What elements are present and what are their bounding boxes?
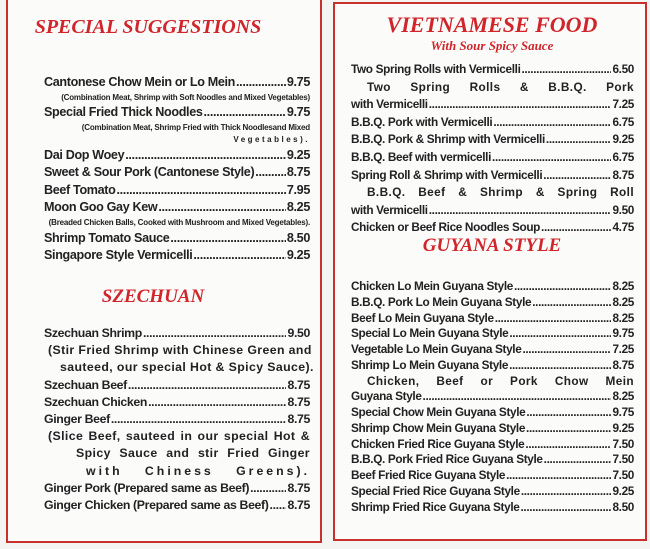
menu-item-row xyxy=(44,104,310,122)
item-price: 4.75 xyxy=(612,220,634,235)
item-name: B.B.Q. Pork & Shrimp with Vermicelli xyxy=(351,132,545,147)
dot-leader xyxy=(495,311,612,327)
item-price: 9.25 xyxy=(612,483,634,498)
item-price: 8.25 xyxy=(612,279,634,293)
szechuan-heading: SZECHUAN xyxy=(101,286,205,307)
menu-item-row xyxy=(44,182,310,200)
item-price: 9.50 xyxy=(612,202,634,217)
item-price: 8.75 xyxy=(287,377,310,392)
item-name: Chicken or Beef Rice Noodles Soup xyxy=(351,220,541,235)
dot-leader xyxy=(236,74,286,92)
dot-leader xyxy=(128,377,287,394)
dot-leader xyxy=(204,104,286,122)
dot-leader xyxy=(525,437,611,453)
dot-leader xyxy=(170,230,285,248)
menu-item-row xyxy=(44,199,310,217)
menu-item-row xyxy=(351,114,634,132)
dot-leader xyxy=(509,358,611,374)
dot-leader xyxy=(429,202,612,220)
item-name: Sweet & Sour Pork (Cantonese Style) xyxy=(44,165,255,180)
menu-item-row xyxy=(351,131,634,149)
dot-leader xyxy=(514,279,611,295)
item-note: (Combination Meat, Shrimp with Soft Noodles and Mixed Vegetables) xyxy=(61,92,310,102)
menu-item-row xyxy=(351,202,634,220)
item-name: Szechuan Shrimp xyxy=(44,326,142,340)
dot-leader xyxy=(522,342,611,358)
item-price: 7.50 xyxy=(612,436,634,451)
item-name: Chicken Fried Rice Guyana Style xyxy=(351,436,525,451)
dot-leader xyxy=(520,500,611,516)
item-name: Beef Lo Mein Guyana Style xyxy=(351,310,494,325)
dot-leader xyxy=(193,247,285,265)
dot-leader xyxy=(493,114,611,132)
item-name: B.B.Q. Beef with vermicelli xyxy=(351,149,492,164)
dot-leader xyxy=(143,325,287,342)
special-suggestions-heading: SPECIAL SUGGESTIONS xyxy=(34,16,262,38)
item-name: Spring Roll & Shrimp with Vermicelli xyxy=(351,167,543,182)
item-name: Special Fried Thick Noodles xyxy=(44,105,203,120)
menu-item-row xyxy=(351,295,634,311)
item-price: 8.75 xyxy=(612,167,634,182)
menu-item-row xyxy=(44,394,310,411)
vietnamese-subheading: With Sour Spicy Sauce xyxy=(430,38,554,53)
dot-leader xyxy=(509,326,611,342)
item-price: 7.25 xyxy=(612,342,634,356)
item-note: (Breaded Chicken Balls, Cooked with Mushroom and Mixed Vegetables). xyxy=(48,218,310,228)
item-name: Ginger Pork (Prepared same as Beef) xyxy=(44,480,250,495)
item-price: 8.25 xyxy=(612,310,634,325)
menu-item-row xyxy=(351,342,634,358)
dot-leader xyxy=(111,411,287,428)
dot-leader xyxy=(492,149,611,167)
item-price: 9.75 xyxy=(286,105,310,120)
menu-item-row xyxy=(351,452,634,468)
item-name-line: Two Spring Rolls & B.B.Q. Pork xyxy=(367,79,634,94)
item-name: Szechuan Chicken xyxy=(44,394,148,409)
item-description: Spicy Sauce and stir Fried Ginger xyxy=(76,446,310,461)
menu-item-row xyxy=(44,497,310,514)
item-name-line: Chicken, Beef or Pork Chow Mein xyxy=(367,373,634,388)
menu-item-row xyxy=(44,480,310,497)
item-name: B.B.Q. Pork Lo Mein Guyana Style xyxy=(351,294,532,309)
item-name: Ginger Chicken (Prepared same as Beef) xyxy=(44,497,269,512)
menu-item-row xyxy=(44,147,310,165)
item-name: Special Lo Mein Guyana Style xyxy=(351,326,509,341)
item-note: Vegetables). xyxy=(233,135,310,145)
item-name-line: B.B.Q. Beef & Shrimp & Spring Roll xyxy=(367,185,634,200)
menu-item-row xyxy=(351,311,634,327)
item-name: Moon Goo Gay Kew xyxy=(44,200,158,215)
menu-item-row xyxy=(351,358,634,374)
item-price: 8.75 xyxy=(612,357,634,372)
item-price: 7.50 xyxy=(612,468,634,482)
dot-leader xyxy=(543,167,611,185)
item-description: with Chiness Greens). xyxy=(86,463,310,478)
special-suggestions-list xyxy=(44,74,310,265)
item-price: 9.25 xyxy=(612,420,634,435)
item-name: Special Chow Mein Guyana Style xyxy=(351,405,526,419)
item-price: 9.75 xyxy=(286,75,310,89)
item-description: sauteed, our special Hot & Spicy Sauce). xyxy=(60,360,314,375)
menu-item-row xyxy=(44,325,310,342)
item-price: 9.75 xyxy=(612,405,634,419)
item-name: with Vermicelli xyxy=(351,97,428,112)
item-name: Shrimp Fried Rice Guyana Style xyxy=(351,499,520,514)
menu-item-row xyxy=(351,167,634,185)
szechuan-list xyxy=(44,325,314,514)
item-name: with Vermicelli xyxy=(351,202,428,217)
item-price: 8.25 xyxy=(286,200,310,215)
menu-item-row xyxy=(351,326,634,342)
dot-leader xyxy=(148,394,286,411)
item-description: (Slice Beef, sauteed in our special Hot & xyxy=(48,429,310,444)
menu-item-row xyxy=(351,96,634,114)
vietnamese-list xyxy=(351,61,634,237)
dot-leader xyxy=(532,295,611,311)
item-name: Beef Tomato xyxy=(44,182,116,197)
item-price: 9.25 xyxy=(612,132,634,147)
menu-item-row xyxy=(44,377,310,394)
dot-leader xyxy=(546,131,612,149)
item-name: Shrimp Tomato Sauce xyxy=(44,230,170,245)
dot-leader xyxy=(521,484,612,500)
menu-item-row xyxy=(351,389,634,405)
item-name: Szechuan Beef xyxy=(44,377,127,392)
dot-leader xyxy=(158,199,286,217)
left-menu-panel xyxy=(6,0,322,543)
item-name: Vegetable Lo Mein Guyana Style xyxy=(351,342,522,356)
dot-leader xyxy=(526,405,611,421)
guyana-heading: GUYANA STYLE xyxy=(422,235,562,256)
item-name: Chicken Lo Mein Guyana Style xyxy=(351,279,513,293)
dot-leader xyxy=(506,468,611,484)
item-name: Beef Fried Rice Guyana Style xyxy=(351,468,506,482)
dot-leader xyxy=(526,421,611,437)
item-price: 9.25 xyxy=(286,147,310,162)
item-name: Two Spring Rolls with Vermicelli xyxy=(351,62,521,76)
dot-leader xyxy=(522,61,612,79)
menu-item-row xyxy=(44,74,310,92)
menu-item-row xyxy=(351,468,634,484)
dot-leader xyxy=(544,452,612,468)
dot-leader xyxy=(117,182,286,200)
guyana-list xyxy=(351,279,634,515)
item-price: 6.75 xyxy=(612,114,634,129)
item-name: Guyana Style xyxy=(351,389,422,404)
dot-leader xyxy=(250,480,286,497)
menu-item-row xyxy=(351,279,634,295)
menu-item-row xyxy=(351,405,634,421)
item-name: Special Fried Rice Guyana Style xyxy=(351,483,520,498)
item-name: Dai Dop Woey xyxy=(44,147,125,162)
item-price: 9.75 xyxy=(612,326,634,341)
menu-item-row xyxy=(351,421,634,437)
item-name: Shrimp Lo Mein Guyana Style xyxy=(351,357,509,372)
item-price: 6.50 xyxy=(612,62,634,76)
vietnamese-heading: VIETNAMESE FOOD xyxy=(386,12,598,37)
dot-leader xyxy=(125,147,286,165)
item-name: B.B.Q. Pork Fried Rice Guyana Style xyxy=(351,452,543,467)
dot-leader xyxy=(255,164,286,182)
menu-item-row xyxy=(44,230,310,248)
dot-leader xyxy=(429,96,612,114)
item-price: 8.50 xyxy=(612,499,634,514)
item-name: B.B.Q. Pork with Vermicelli xyxy=(351,114,493,129)
item-price: 8.25 xyxy=(612,389,634,404)
menu-item-row xyxy=(351,500,634,516)
item-price: 7.50 xyxy=(612,452,634,467)
item-price: 8.75 xyxy=(287,411,310,426)
item-name: Singapore Style Vermicelli xyxy=(44,248,193,263)
right-menu-panel xyxy=(333,2,647,541)
item-price: 8.75 xyxy=(287,394,310,409)
item-name: Ginger Beef xyxy=(44,411,110,426)
item-price: 7.25 xyxy=(612,97,634,112)
item-description: (Stir Fried Shrimp with Chinese Green and xyxy=(48,343,312,358)
item-price: 9.50 xyxy=(287,326,310,340)
dot-leader xyxy=(423,389,612,405)
item-name: Cantonese Chow Mein or Lo Mein xyxy=(44,75,236,89)
item-price: 8.25 xyxy=(612,294,634,309)
item-price: 8.75 xyxy=(287,497,310,512)
menu-item-row xyxy=(44,411,310,428)
item-price: 8.50 xyxy=(286,230,310,245)
item-price: 9.25 xyxy=(286,248,310,263)
menu-item-row xyxy=(351,437,634,453)
menu-item-row xyxy=(351,149,634,167)
item-price: 6.75 xyxy=(612,149,634,164)
menu-item-row xyxy=(351,61,634,79)
dot-leader xyxy=(270,497,287,514)
menu-item-row xyxy=(351,484,634,500)
item-price: 8.75 xyxy=(287,480,310,495)
item-price: 7.95 xyxy=(286,182,310,197)
menu-item-row xyxy=(44,247,310,265)
item-note: (Combination Meat, Shrimp Fried with Thick Noodlesand Mixed xyxy=(81,122,310,132)
item-name: Shrimp Chow Mein Guyana Style xyxy=(351,420,526,435)
menu-item-row xyxy=(44,164,310,182)
item-price: 8.75 xyxy=(286,165,310,180)
